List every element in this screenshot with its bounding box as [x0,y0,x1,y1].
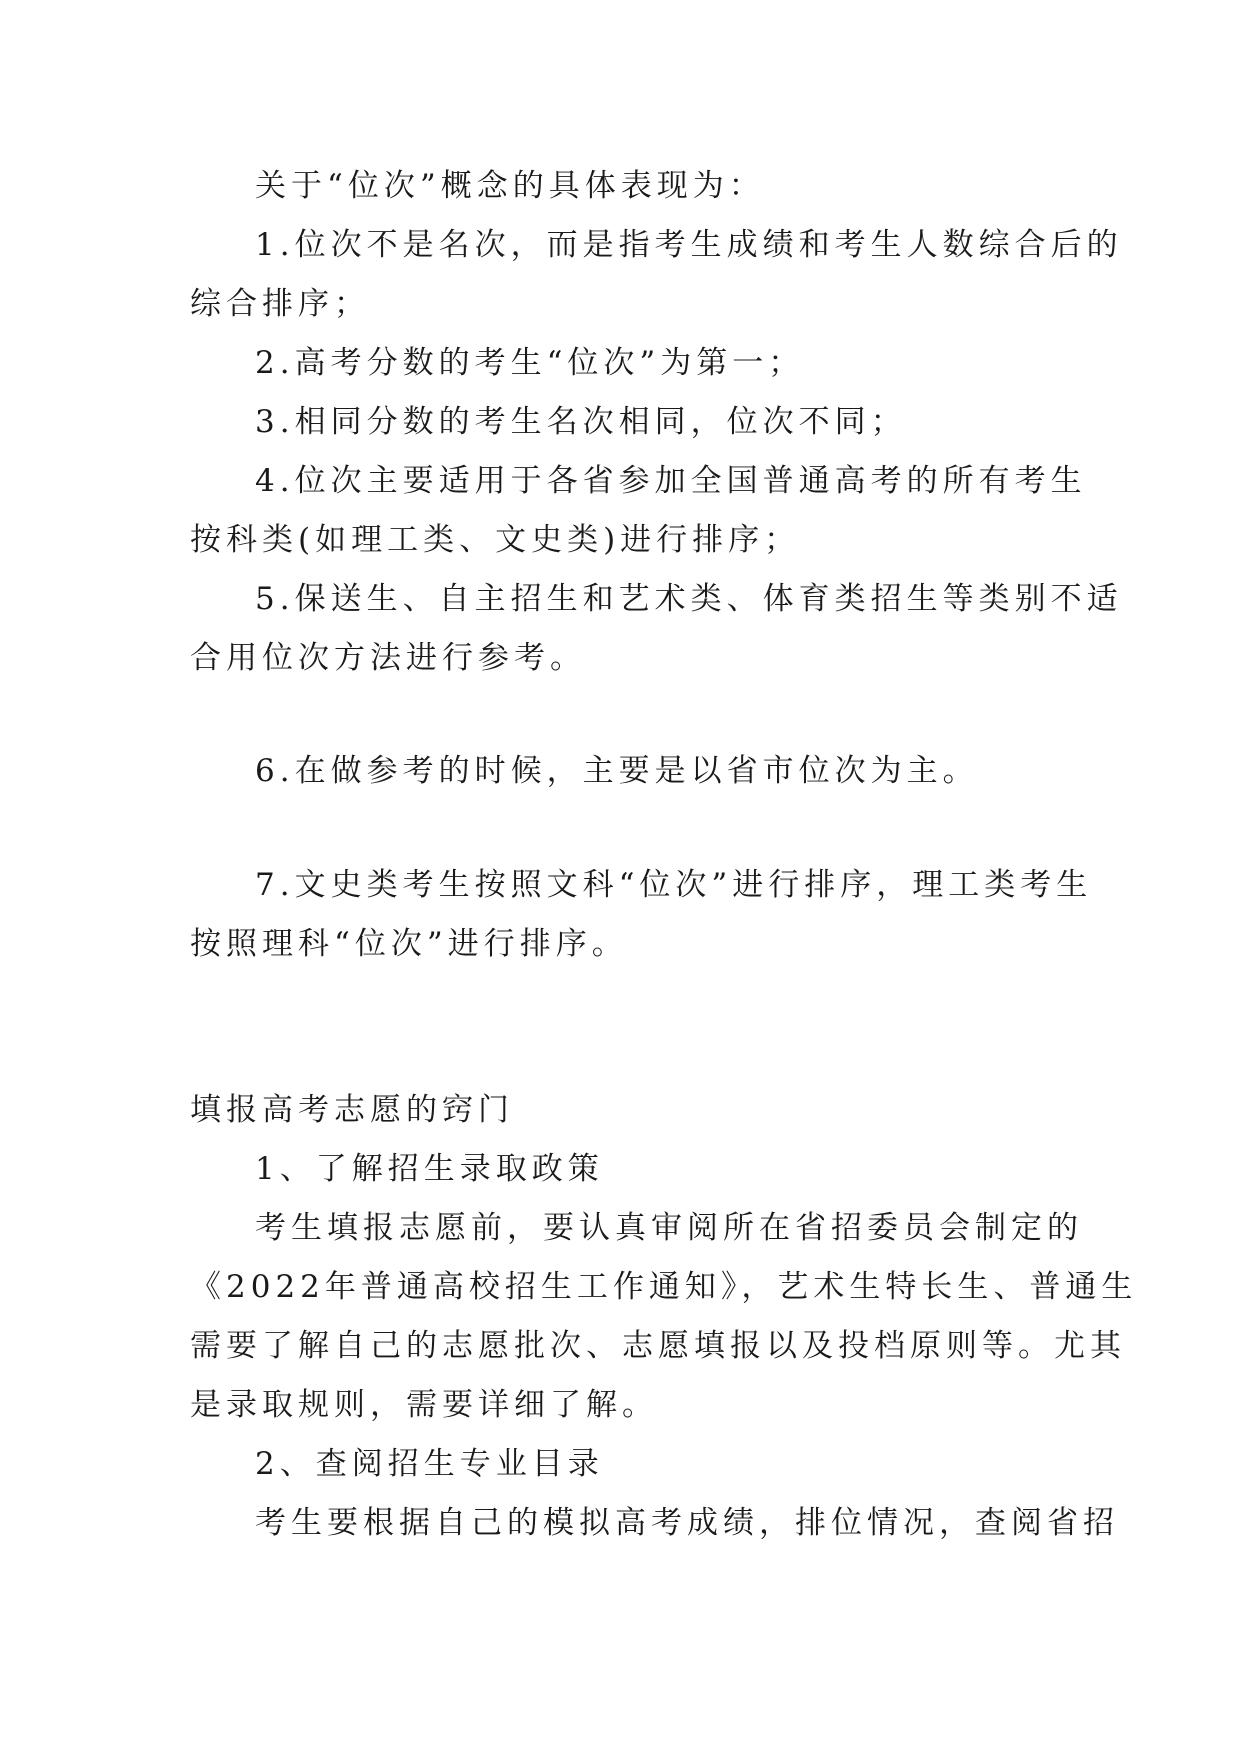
item-5-line-2: 合用位次方法进行参考。 [190,640,586,676]
item-3: 3.相同分数的考生名次相同，位次不同； [255,404,907,440]
item-6: 6.在做参考的时候，主要是以省市位次为主。 [255,753,979,789]
subsection-1-title: 1、了解招生录取政策 [255,1151,604,1187]
section-title: 填报高考志愿的窍门 [190,1092,514,1128]
subsection-1-paragraph-line-1: 考生填报志愿前，要认真审阅所在省招委员会制定的 [255,1210,1083,1246]
item-7-line-2: 按照理科“位次”进行排序。 [190,926,628,962]
subsection-1-paragraph-line-4: 是录取规则，需要详细了解。 [190,1387,658,1423]
intro-line: 关于“位次”概念的具体表现为： [255,168,765,204]
subsection-1-paragraph-line-3: 需要了解自己的志愿批次、志愿填报以及投档原则等。尤其 [190,1328,1126,1364]
subsection-2-paragraph-line-1: 考生要根据自己的模拟高考成绩，排位情况，查阅省招 [255,1505,1119,1541]
subsection-2-title: 2、查阅招生专业目录 [255,1446,604,1482]
item-2: 2.高考分数的考生“位次”为第一； [255,345,805,381]
item-5-line-1: 5.保送生、自主招生和艺术类、体育类招生等类别不适 [255,581,1123,617]
item-1-line-2: 综合排序； [190,286,370,322]
subsection-1-paragraph-line-2: 《2022年普通高校招生工作通知》，艺术生特长生、普通生 [190,1269,1138,1305]
item-1-line-1: 1.位次不是名次，而是指考生成绩和考生人数综合后的 [255,227,1123,263]
item-4-line-2: 按科类(如理工类、文史类)进行排序； [190,522,801,558]
item-7-line-1: 7.文史类考生按照文科“位次”进行排序，理工类考生 [255,867,1093,903]
item-4-line-1: 4.位次主要适用于各省参加全国普通高考的所有考生 [255,463,1087,499]
